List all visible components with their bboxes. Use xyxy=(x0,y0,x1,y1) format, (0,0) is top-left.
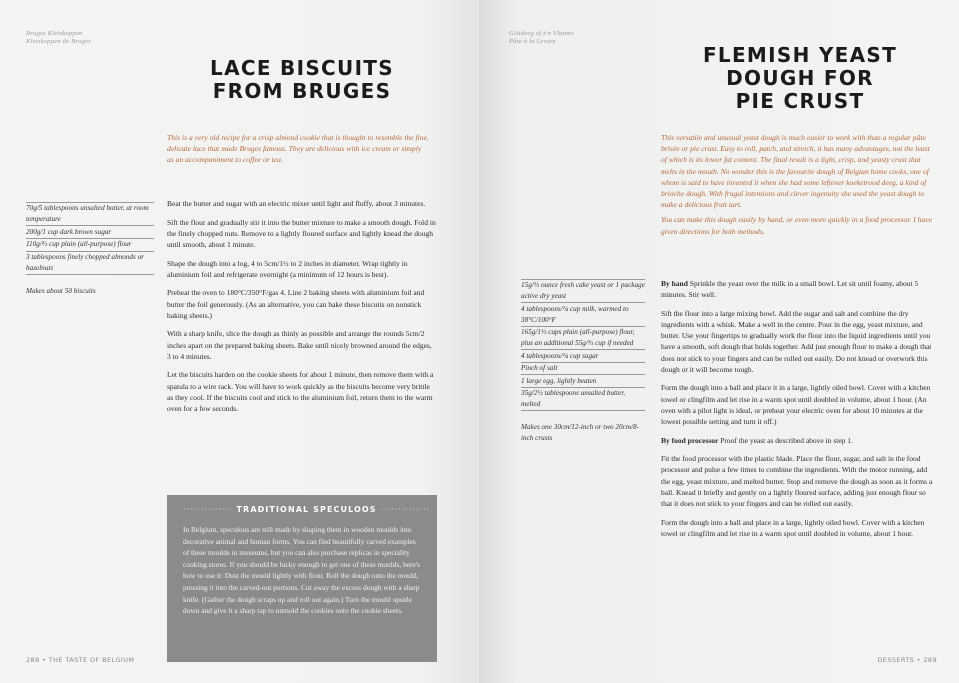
sidebar-body: In Belgium, speculoos are still made by shaping them in wooden moulds into decorative animal and human forms. You can find beautifully carved examples of these moulds in museums, but you can also purchase replicas in speciality cooking stores. If you should be lucky enough to get one of these moulds, here's how to use it: Dust the mould lightly with flour. Roll the dough onto the mould, pressing it into the carved-out portions. Cut away the excess dough with a sharp knife. (Gather the dough scraps up and roll out again.) Turn the mould upside down and give it a sharp tap to unmold the cookies onto the cookie sheets. xyxy=(183,525,420,616)
method-step: Beat the butter and sugar with an electric mixer until light and fluffy, about 3 minutes. xyxy=(167,199,426,208)
recipe-yield: Makes one 30cm/12-inch or two 20cm/8-inch crusts xyxy=(521,423,639,443)
title-line: LACE BISCUITS xyxy=(210,56,394,80)
sidebar-box xyxy=(167,495,437,662)
title-line: PIE CRUST xyxy=(735,89,865,113)
recipe-title xyxy=(180,57,424,103)
method-step: Form the dough into a ball and place it in a large, lightly oiled bowl. Cover with a kitchen towel or clingfilm and let rise in a warm spot until doubled in volume, about 1 hour. (An oven with a pilot light is ideal, or preheat your electric oven for about 10 minutes at the lowest possible setting and turn it off.) xyxy=(661,383,931,427)
recipe-intro: This is a very old recipe for a crisp almond cookie that is thought to resemble the fine, delicate lace that made Bruges famous. They are delicious with ice cream or simply as an accompaniment to coffee or tea. xyxy=(167,133,429,165)
page-footer: 288 • THE TASTE OF BELGIUM xyxy=(26,656,135,664)
title-line: FROM BRUGES xyxy=(212,79,392,103)
ingredient-list xyxy=(521,279,645,444)
sidebar-title-text: TRADITIONAL SPECULOOS xyxy=(236,505,377,514)
right-page xyxy=(479,0,959,683)
method-label: By food processor xyxy=(661,435,719,445)
running-head-line: Brugse Kletskoppen xyxy=(26,30,83,37)
method-step: Fit the food processor with the plastic blade. Place the flour, sugar, and salt in the food processor and pulse a few times to combine the ingredients. With the motor running, add the egg, yeast mixture, and melted butter. Stop and remove the dough as soon as it forms a ball. Knead it briefly and gently on a lightly floured surface, adding just enough flour so that it does not stick to your fingers and can be rolled out easily. xyxy=(661,454,933,509)
running-head-line: Gistdeeg of z'n Vlaams xyxy=(509,30,574,37)
ingredient-item: 4 tablespoons/¼ cup sugar xyxy=(521,350,645,363)
method-step: Sift the flour and gradually stir it into the butter mixture to make a smooth dough. Fold in the finely chopped nuts. Remove to a lightly floured surface and lightly knead the dough until smooth, about 1 minute. xyxy=(167,217,436,249)
intro-paragraph: This versatile and unusual yeast dough is much easier to work with than a regular pâte brisée or pie crust. Easy to roll, patch, and stretch, it has many advantages, not the least of which is its lower fat content. The final result is a light, crisp, and yeasty crust that melts in the mouth. No wonder this is the favourite dough of Belgian home cooks, one of whom is said to have invented it when she had some leftover koeketrood deeg, a kind of brioche dough. With frugal intentions and clever ingenuity she used the yeast dough to make a delicious fruit tart. xyxy=(661,133,930,210)
ingredient-item: 165g/1⅓ cups plain (all-purpose) flour, plus an additional 55g/⅓ cup if needed xyxy=(521,327,645,350)
ingredient-item: 110g/⅔ cup plain (all-purpose) flour xyxy=(26,239,154,252)
running-head xyxy=(509,30,574,47)
method-step xyxy=(661,435,933,446)
recipe-yield: Makes about 50 biscuits xyxy=(26,286,96,295)
recipe-title xyxy=(675,44,925,113)
running-head-line: Kletskoppen de Bruges xyxy=(26,38,91,46)
ingredient-item: 70g/5 tablespoons unsalted butter, at room temperature xyxy=(26,202,154,226)
page-footer: DESSERTS • 289 xyxy=(877,656,937,664)
method-step: Let the biscuits harden on the cookie sheets for about 1 minute, then remove them with a spatula to a wire rack. You will have to work quickly as the biscuits become very brittle as they cool. If the biscuits cool and stick to the aluminium foil, return them to the warm oven for a few seconds. xyxy=(167,370,434,413)
title-line: DOUGH FOR xyxy=(726,66,874,90)
ingredient-item: 1 large egg, lightly beaten xyxy=(521,375,645,388)
ingredient-item: 35g/2½ tablespoons unsalted butter, melted xyxy=(521,388,645,411)
running-head xyxy=(26,30,91,47)
method-step xyxy=(661,278,933,300)
running-head-line: Pâte à la Levure xyxy=(509,38,556,46)
dotted-rule: ·············· xyxy=(183,505,233,514)
method-step: Form the dough into a ball and place in a large, lightly oiled bowl. Cover with a kitchen towel or clingfilm and let rise in a warm spot until doubled in volume, about 1 hour. xyxy=(661,517,925,538)
ingredient-item: Pinch of salt xyxy=(521,363,645,376)
method-text: Proof the yeast as described above in step 1. xyxy=(718,435,853,445)
ingredient-list xyxy=(26,202,154,297)
title-line: FLEMISH YEAST xyxy=(702,43,898,67)
ingredient-item: 3 tablespoons finely chopped almonds or hazelnuts xyxy=(26,252,154,275)
method-step: Preheat the oven to 180°C/350°F/gas 4. Line 2 baking sheets with aluminium foil and butter the foil generously. (As an alternative, you can bake these biscuits on nonstick baking sheets.) xyxy=(167,288,425,320)
ingredient-item: 4 tablespoons/¼ cup milk, warmed to 38°C/100°F xyxy=(521,303,645,326)
method-step: Sift the flour into a large mixing bowl. Add the sugar and salt and combine the dry ingredients with a whisk. Make a well in the centre. Pour in the egg, yeast mixture, and butter. Use your fingertips to gradually work the flour into the liquid ingredients until you have a smooth, soft dough that holds together. Add just enough flour to make a dough that does not stick to your fingers and can be rolled out easily. Do not knead or overwork this dough or it will become tough. xyxy=(661,308,932,374)
sidebar-title xyxy=(183,505,431,514)
method-steps xyxy=(167,198,437,422)
ingredient-item: 15g/½ ounce fresh cake yeast or 1 package active dry yeast xyxy=(521,279,645,303)
ingredient-item: 200g/1 cup dark brown sugar xyxy=(26,226,154,239)
method-step: With a sharp knife, slice the dough as thinly as possible and arrange the rounds 5cm/2 inches apart on the prepared baking sheets. Bake until nicely browned around the edges, 3 to 4 minutes. xyxy=(167,329,432,361)
method-step: Shape the dough into a log, 4 to 5cm/1½ to 2 inches in diameter. Wrap tightly in aluminium foil and refrigerate overnight (a minimum of 12 hours is best). xyxy=(167,258,408,279)
method-steps xyxy=(661,278,933,546)
method-text: Sprinkle the yeast over the milk in a small bowl. Let sit until foamy, about 5 minutes. Stir well. xyxy=(661,279,919,300)
method-label: By hand xyxy=(661,279,688,288)
intro-paragraph: You can make this dough easily by hand, or even more quickly in a food processor. I have given directions for both methods. xyxy=(661,215,933,236)
recipe-intro xyxy=(661,132,933,237)
dotted-rule: ·············· xyxy=(380,505,431,514)
left-page xyxy=(0,0,479,683)
